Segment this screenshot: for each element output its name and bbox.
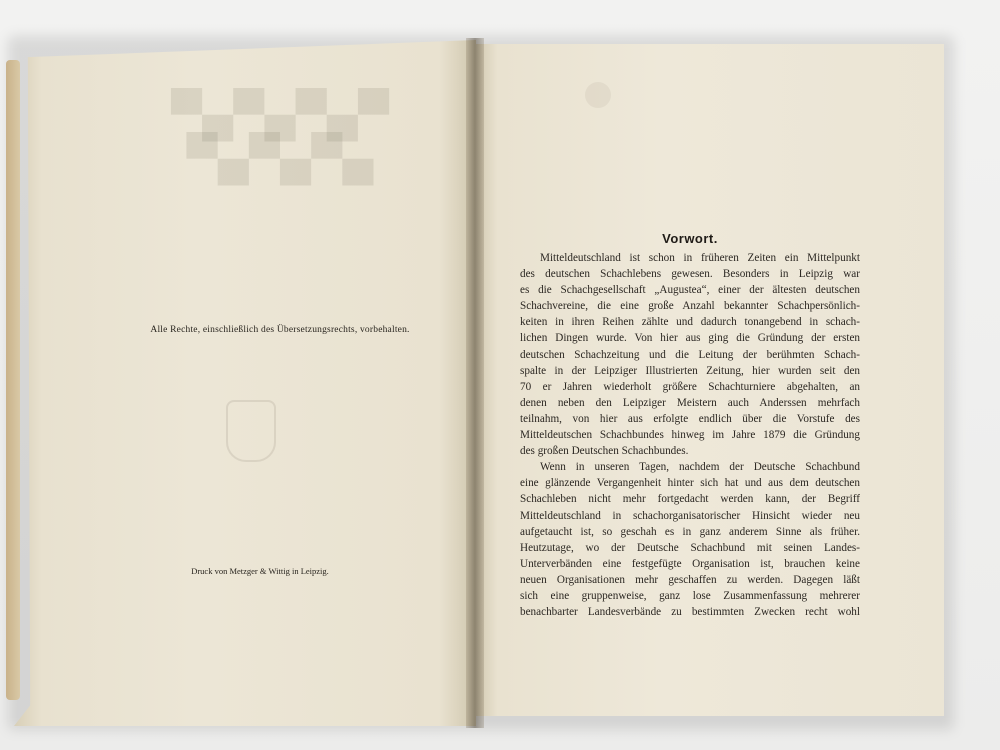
text-line: 70 er Jahren wiederholt größere Schachturniere abgehalten, an xyxy=(520,380,860,393)
bleed-through-emblem xyxy=(226,400,276,462)
text-line: Schachleben nicht mehr fortgedacht werden kann, der Begriff xyxy=(520,493,860,506)
preface-heading: Vorwort. xyxy=(662,231,718,246)
text-line: deutschen Schachzeitung und die Leitung der berühmten Schach- xyxy=(520,348,860,361)
text-line: Wenn in unseren Tagen, nachdem der Deutsche Schachbund xyxy=(540,461,860,474)
text-line: spalte in der Leipziger Illustrierten Zeitung, hier wurden seit den xyxy=(520,364,860,377)
book-gutter xyxy=(466,38,484,728)
text-line: Mitteldeutschland ist schon in früheren Zeiten ein Mittelpunkt xyxy=(540,252,860,264)
text-line: des großen Deutschen Schachbundes. xyxy=(520,445,689,458)
text-line: eine glänzende Vergangenheit hinter sich hat und aus dem deutschen xyxy=(520,477,860,490)
rights-notice: Alle Rechte, einschließlich des Übersetzungsrechts, vorbehalten. xyxy=(150,325,410,335)
text-line: keiten in ihren Reihen zählte und dadurch tonangebend in schach- xyxy=(520,316,860,329)
printer-imprint: Druck von Metzger & Wittig in Leipzig. xyxy=(191,566,329,576)
text-line: des deutschen Schachlebens gewesen. Besonders in Leipzig war xyxy=(520,268,860,281)
book-cover-edge xyxy=(6,60,20,700)
text-line: teilnahm, von hier aus erfolgte endlich über die Vorstufe des xyxy=(520,412,860,425)
preface-text xyxy=(520,250,860,620)
text-line: aufgetaucht ist, so geschah es in ganz anderem Sinne als früher. xyxy=(520,525,860,538)
text-line: Mitteldeutschland in schachorganisatorischer Hinsicht wieder neu xyxy=(520,509,860,522)
text-line: lichen Dingen wurde. Von hier aus ging die Gründung der ersten xyxy=(520,332,860,345)
text-line: Unterverbänden eine festgefügte Organisation ist, brauchen keine xyxy=(520,557,860,570)
text-line: sich eine gruppenweise, ganz lose Zusammenfassung mehrerer xyxy=(520,589,860,602)
bleed-through-mark xyxy=(585,82,611,108)
text-line: Schachvereine, die eine große Anzahl bekannter Schachpersönlich- xyxy=(520,300,860,313)
bleed-through-title: ▀▄▀▄▀▄▀ ▄▀▄▀▄▀ xyxy=(170,89,390,182)
text-line: es die Schachgesellschaft „Augustea“, einer der ältesten deutschen xyxy=(520,284,860,297)
text-line: Heutzutage, wo der Deutsche Schachbund mit seinen Landes- xyxy=(520,541,860,554)
text-line: benachbarter Landesverbände zu bestimmten Zwecken recht wohl xyxy=(520,606,860,619)
text-line: denen neben den Leipziger Meistern auch Anderssen mehrfach xyxy=(520,396,860,409)
text-line: neuen Organisationen mehr geschaffen zu werden. Dagegen läßt xyxy=(520,573,860,586)
text-line: Mitteldeutschen Schachbundes hinweg im Jahre 1879 die Gründung xyxy=(520,429,860,442)
